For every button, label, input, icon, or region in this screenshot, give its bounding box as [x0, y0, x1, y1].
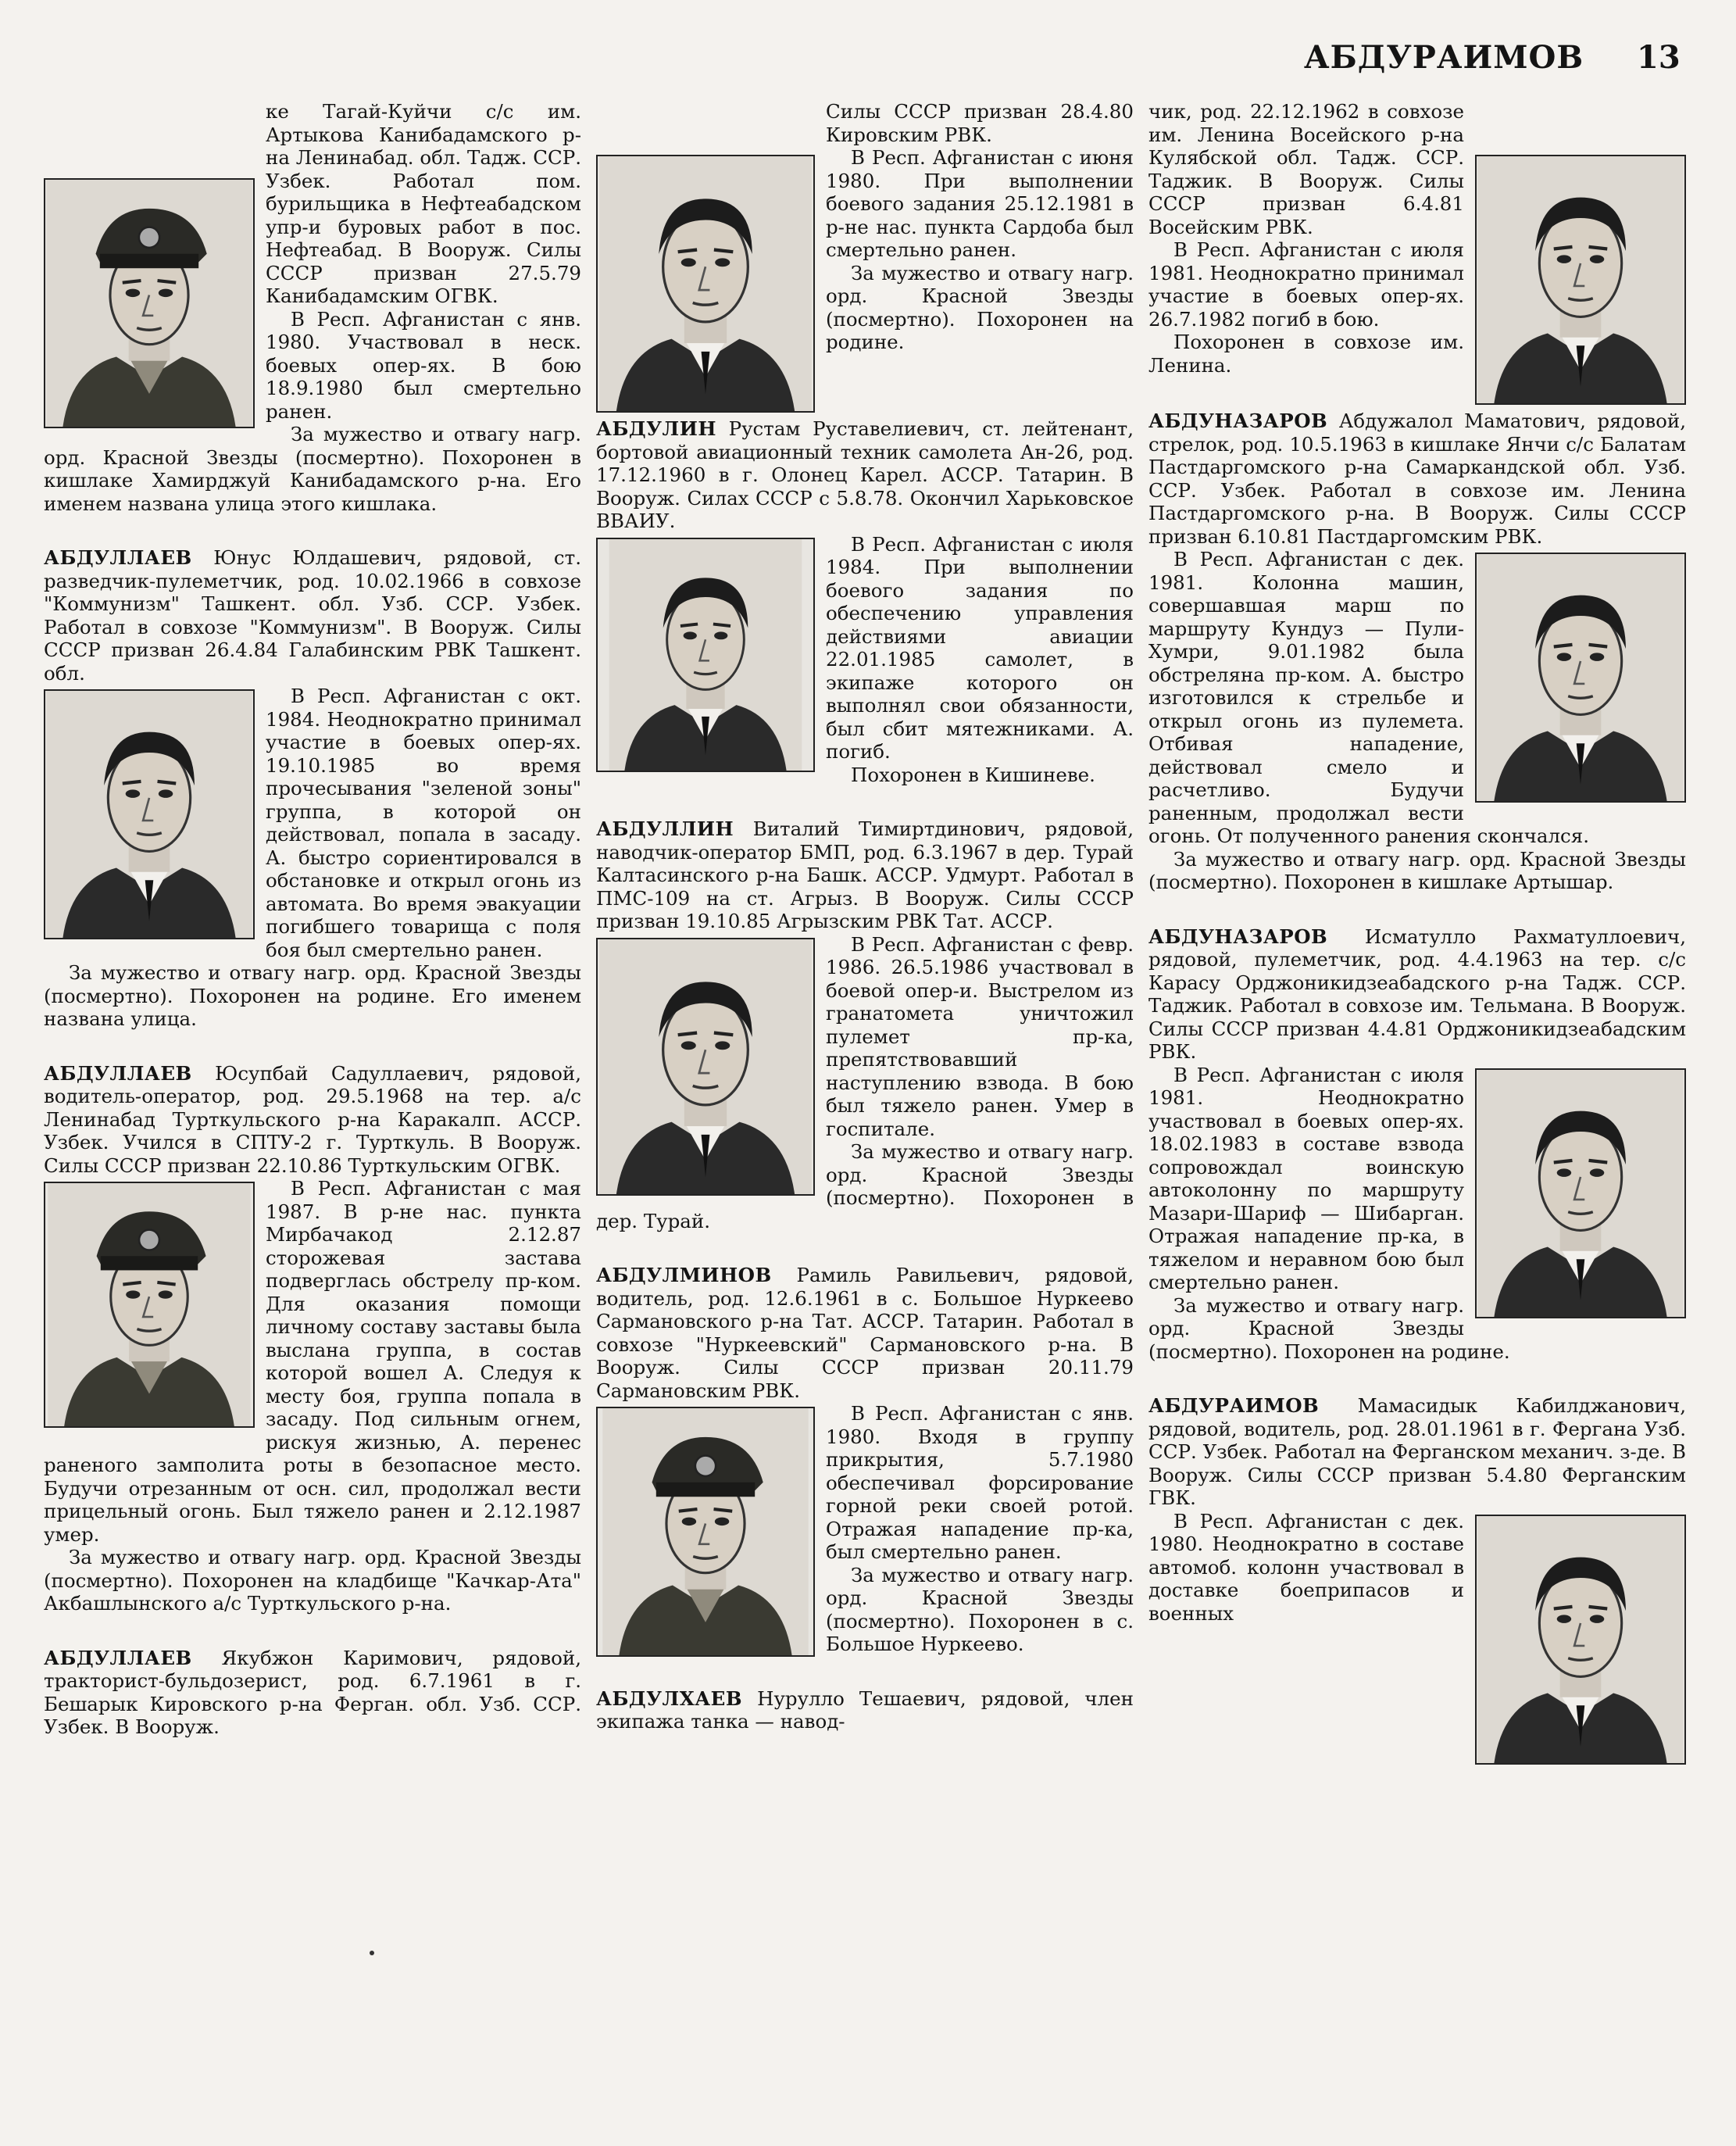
entry-paragraph: В Респ. Афганистан с янв. 1980. Входя в группу прикрытия, 5.7.1980 обеспечивал форсирование горной реки своей ротой. Отражая нападение пр-ка, был смертельно ранен. — [826, 1402, 1134, 1563]
entry-text: Рустам Руставелиевич, ст. лейтенант, бортовой авиационный техник самолета Ан-26, род. 17.12.1960 в г. Олонец Карел. АССР. Татарин. В Вооруж. Силах СССР с 5.8.78. Окончил Харьковское ВВАИУ. — [596, 417, 1134, 532]
entry-text: Юсупбай Садуллаевич, рядовой, водитель-оператор, род. 29.5.1968 на тер. а/с Ленинабад Турткульского р-на Каракалп. АССР. Узбек. Учился в СПТУ-2 г. Турткуль. В Вооруж. Силы СССР призван 22.10.86 Турткульским ОГВК. — [44, 1061, 582, 1177]
entry-paragraph: В Респ. Афганистан с февр. 1986. 26.5.1986 участвовал в боевой опер-и. Выстрелом из гранатомета уничтожил пулемет пр-ка, препятствовавший наступлению взвода. В бою был тяжело ранен. Умер в госпитале. — [826, 932, 1134, 1140]
entry-paragraph: В Респ. Афганистан с дек. 1981. Колонна машин, совершавшая марш по маршруту Кундуз — Пули-Хумри, 9.01.1982 была обстреляна пр-ком. А. быстро изготовился к стрельбе и открыл огонь из пулемета. Отбивая нападение, действовал смело и расчетливо. Будучи раненным, продолжал вести огонь. От полученного ранения скончался. — [1148, 548, 1590, 847]
entry-surname: АБДУЛМИНОВ — [596, 1264, 772, 1286]
entry-surname: АБДУНАЗАРОВ — [1148, 410, 1328, 432]
entry-paragraph: В Респ. Афганистан с янв. 1980. Участвовал в неск. боевых опер-ях. В бою 18.9.1980 был смертельно ранен. — [266, 307, 581, 423]
portrait-photo — [596, 1407, 815, 1657]
entry-continuation: ке Тагай-Куйчи с/с им. Артыкова Канибадамского р-на Ленинабад. обл. Тадж. ССР. Узбек. Работал пом. бурильщика в Нефтеабадском упр-и буровых работ в пос. Нефтеабад. В Вооруж. Силы СССР призван 27.5.79 Канибадамским ОГВК. — [266, 100, 581, 307]
entry-paragraph: Похоронен в Кишиневе. — [851, 763, 1095, 786]
entry-heading — [596, 1264, 1134, 1402]
entry-continuation: чик, род. 22.12.1962 в совхозе им. Ленина Восейского р-на Кулябской обл. Тадж. ССР. Таджик. В Вооруж. Силы СССР призван 6.4.81 Восейским РВК. — [1148, 100, 1464, 238]
entry-text: Исматулло Рахматуллоевич, рядовой, пулеметчик, род. 4.4.1963 на тер. с/с Карасу Орджоникидзеабадского р-на Тадж. ССР. Таджик. Работал в совхозе им. Тельмана. В Вооруж. Силы СССР призван 4.4.81 Орджоникидзеабадским РВК. — [1148, 925, 1686, 1063]
entry-text: Рамиль Равильевич, рядовой, водитель, род. 12.6.1961 в с. Большое Нуркеево Сармановского р-на Тат. АССР. Татарин. Работал в совхозе "Нуркеевский" Сармановского р-на. В Вооруж. Силы СССР призван 20.11.79 Сармановским РВК. — [596, 1264, 1134, 1402]
portrait-photo — [596, 938, 815, 1196]
entry-heading — [1148, 410, 1686, 548]
entry-surname: АБДУЛЛАЕВ — [44, 1061, 192, 1085]
entry-paragraph: В Респ. Афганистан с июля 1984. При выполнении боевого задания по обеспечению управления действиями авиации 22.01.1985 самолет, в экипаже которого он выполнял свои обязанности, был сбит мятежниками. А. погиб. — [826, 532, 1134, 763]
entry-paragraph: За мужество и отвагу нагр. орд. Красной Звезды (посмертно). Похоронен на родине. — [1148, 1293, 1510, 1363]
entry-heading — [44, 546, 581, 685]
portrait-photo — [44, 1182, 255, 1428]
portrait-photo — [1475, 553, 1686, 803]
entry-surname: АБДУЛИН — [596, 417, 717, 440]
entry-continuation: Силы СССР призван 28.4.80 Кировским РВК. — [826, 100, 1134, 146]
entry-text: Нурулло Тешаевич, рядовой, член экипажа танка — навод- — [596, 1686, 1134, 1733]
entry-heading — [44, 1647, 581, 1739]
entry-surname: АБДУРАИМОВ — [1148, 1394, 1320, 1417]
entry-paragraph: В Респ. Афганистан с июля 1981. Неоднократно участвовал в боевых опер-ях. 18.02.1983 в составе взвода сопровождал воинскую автоколонну по маршруту Мазари-Шариф — Шибарган. Отражая нападение пр-ка, в тяжелом и неравном бою был смертельно ранен. — [1148, 1063, 1464, 1293]
entry-heading — [596, 817, 1134, 933]
print-dot — [370, 1951, 374, 1955]
entry-surname: АБДУЛХАЕВ — [596, 1686, 743, 1710]
portrait-photo — [44, 178, 255, 428]
entry-paragraph: За мужество и отвагу нагр. орд. Красной Звезды (посмертно). Похоронен в кишлаке Артышар. — [1148, 847, 1686, 893]
entry-surname: АБДУЛЛАЕВ — [44, 1646, 192, 1669]
entry-text: Виталий Тимиртдинович, рядовой, наводчик-оператор БМП, род. 6.3.1967 в дер. Турай Калтасинского р-на Башк. АССР. Удмурт. Работал в ПМС-109 на ст. Агрыз. В Вооруж. Силы СССР призван 19.10.85 Агрызским РВК Тат. АССР. — [596, 817, 1134, 932]
entry-heading — [596, 1687, 1134, 1733]
entry-heading — [1148, 1394, 1686, 1510]
entry-paragraph: В Респ. Афганистан с окт. 1984. Неоднократно принимал участие в боевых опер-ях. 19.10.1985 во время прочесывания "зеленой зоны" группа, в которой он действовал, попала в засаду. А. быстро сориентировался в обстановке и открыл огонь из автомата. Во время эвакуации погибшего товарища с поля боя был смертельно ранен. — [266, 685, 581, 961]
column-1 — [44, 100, 581, 1739]
entry-surname: АБДУНАЗАРОВ — [1148, 925, 1328, 948]
entry-paragraph: За мужество и отвагу нагр. орд. Красной Звезды (посмертно). Похоронен на родине. — [826, 261, 1134, 353]
portrait-photo — [596, 155, 815, 413]
portrait-photo — [596, 538, 815, 772]
entry-paragraph: В Респ. Афганистан с июня 1980. При выполнении боевого задания 25.12.1981 в р-не нас. пункта Сардоба был смертельно ранен. — [826, 146, 1134, 261]
portrait-photo — [1475, 155, 1686, 405]
running-header-surname: АБДУРАИМОВ — [1304, 39, 1584, 76]
entry-paragraph: За мужество и отвагу нагр. орд. Красной Звезды (посмертно). Похоронен в дер. Турай. — [596, 1140, 1134, 1232]
entry-paragraph: В Респ. Афганистан с мая 1987. В р-не нас. пункта Мирбачакод 2.12.87 сторожевая застава подверглась обстрелу пр-ком. Для оказания помощи личному составу заставы была выслана группа, в состав которой вошел А. Следуя к месту боя, группа попала в засаду. Под сильным огнем, рискуя жизнью, А. перенес раненого замполита роты в безопасное место. Будучи отрезанным от осн. сил, продолжал вести прицельный огонь. Был тяжело ранен и 2.12.1987 умер. — [44, 1177, 581, 1546]
entry-paragraph: В Респ. Афганистан с июля 1981. Неоднократно принимал участие в боевых опер-ях. 26.7.1982 погиб в бою. — [1148, 238, 1464, 331]
entry-paragraph: За мужество и отвагу нагр. орд. Красной Звезды (посмертно). Похоронен в кишлаке Хамирджуй Канибадамского р-на. Его именем названа улица этого кишлака. — [44, 423, 581, 515]
portrait-photo — [1475, 1068, 1686, 1318]
entry-paragraph: За мужество и отвагу нагр. орд. Красной Звезды (посмертно). Похоронен на родине. Его именем названа улица. — [44, 961, 581, 1030]
entry-paragraph: За мужество и отвагу нагр. орд. Красной Звезды (посмертно). Похоронен на кладбище "Качкар-Ата" Акбашлынского а/с Турткульского р-на. — [44, 1546, 581, 1615]
entry-paragraph: За мужество и отвагу нагр. орд. Красной Звезды (посмертно). Похоронен в с. Большое Нуркеево. — [826, 1563, 1134, 1655]
portrait-photo — [1475, 1515, 1686, 1765]
entry-text: Мамасидык Кабилджанович, рядовой, водитель, род. 28.01.1961 в г. Фергана Узб. ССР. Узбек. Работал на Ферганском механич. з-де. В Вооруж. Силы СССР призван 5.4.80 Ферганским ГВК. — [1148, 1394, 1686, 1509]
column-2 — [596, 100, 1134, 1733]
entry-heading — [596, 417, 1134, 533]
entry-surname: АБДУЛЛИН — [596, 817, 734, 840]
page-number: 13 — [1637, 39, 1681, 76]
entry-paragraph: Похоронен в совхозе им. Ленина. — [1148, 331, 1464, 377]
entry-paragraph: В Респ. Афганистан с дек. 1980. Неоднократно в составе автомоб. колонн участвовал в доставке боеприпасов и военных — [1148, 1509, 1464, 1625]
entry-text: Юнус Юлдашевич, рядовой, ст. разведчик-пулеметчик, род. 10.02.1966 в совхозе "Коммунизм" Ташкент. обл. Узб. ССР. Узбек. Работал в совхозе "Коммунизм". В Вооруж. Силы СССР призван 26.4.84 Галабинским РВК Ташкент. обл. — [44, 546, 581, 685]
entry-text: Абдужалол Маматович, рядовой, стрелок, род. 10.5.1963 в кишлаке Янчи с/с Балатам Пастдаргомского р-на Самаркандской обл. Узб. ССР. Узбек. Работал в совхозе им. Ленина Пастдаргомского р-на. В Вооруж. Силы СССР призван 6.10.81 Пастдаргомским РВК. — [1148, 410, 1686, 548]
entry-heading — [44, 1062, 581, 1178]
portrait-photo — [44, 689, 255, 939]
column-3 — [1148, 100, 1686, 1769]
entry-surname: АБДУЛЛАЕВ — [44, 546, 192, 569]
entry-text: Якубжон Каримович, рядовой, тракторист-бульдозерист, род. 6.7.1961 в г. Бешарык Кировского р-на Ферган. обл. Узб. ССР. Узбек. В Вооруж. — [44, 1646, 581, 1738]
entry-heading — [1148, 925, 1686, 1064]
